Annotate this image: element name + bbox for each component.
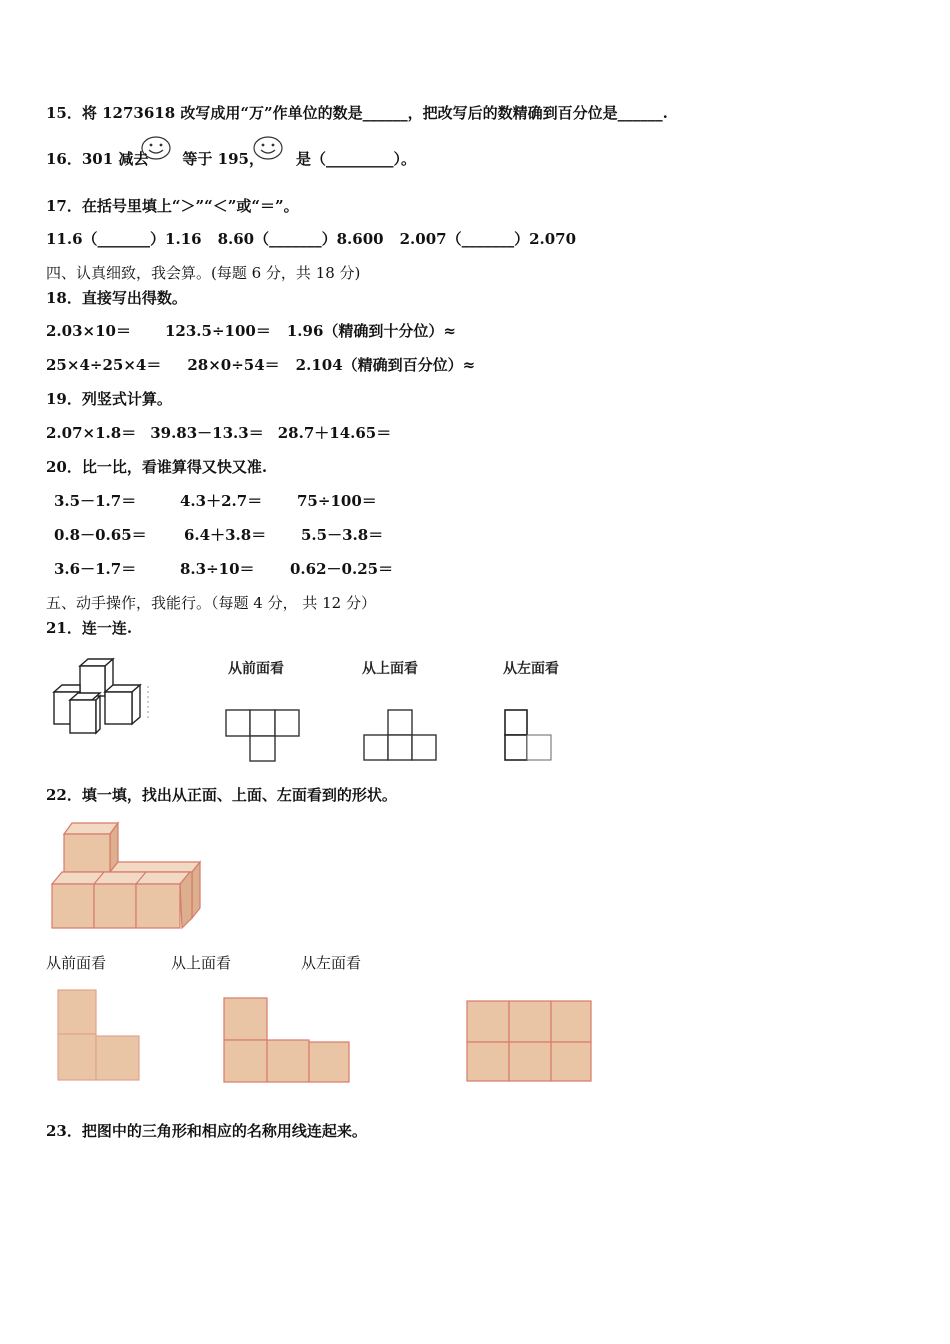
question-19	[46, 389, 172, 409]
question-number: 16．	[46, 150, 82, 168]
question-text: 比一比，看谁算得又快又准.	[81, 458, 268, 476]
question-number: 21．	[46, 619, 82, 637]
calc-item: 2.104（精确到百分位）≈	[295, 356, 476, 374]
calc-item: 25×4÷25×4＝	[46, 356, 162, 374]
section-heading: 四、认真细致，我会算。(每题 6 分，共 18 分)	[46, 264, 361, 282]
compare-row	[46, 229, 576, 249]
view-label-top: 从上面看	[362, 661, 418, 677]
view-label-top: 从上面看	[171, 954, 232, 972]
calc-item: 5.5－3.8＝	[301, 526, 384, 544]
compare-item: 8.60（_______）8.600	[217, 230, 384, 248]
calc-item: 3.6－1.7＝	[54, 560, 137, 578]
calc-item: 8.3÷10＝	[180, 560, 255, 578]
smiley-face-icon	[252, 135, 284, 163]
question-text-part3: 是（_________）。	[295, 150, 416, 168]
question-16	[46, 149, 416, 169]
calc-item: 123.5÷100＝	[164, 322, 271, 340]
view-shape-t	[224, 708, 304, 764]
calc-item: 0.62－0.25＝	[290, 560, 394, 578]
compare-item: 11.6（_______）1.16	[46, 230, 202, 248]
compare-item: 2.007（_______）2.070	[399, 230, 577, 248]
question-text-part1: 301 减去	[81, 150, 149, 168]
question-number: 19．	[46, 390, 82, 408]
question-18	[46, 288, 187, 308]
question-number: 20．	[46, 458, 82, 476]
question-text: 列竖式计算。	[81, 390, 172, 408]
calc-item: 3.5－1.7＝	[54, 492, 137, 510]
question-number: 23．	[46, 1122, 82, 1140]
question-text: 在括号里填上“＞”“＜”或“＝”。	[81, 197, 299, 215]
calc-item: 1.96（精确到十分位）≈	[286, 322, 456, 340]
view-label-front: 从前面看	[228, 661, 284, 677]
cube-stack-figure	[48, 656, 158, 738]
calc-item: 2.03×10＝	[46, 322, 131, 340]
calc-item: 39.83－13.3＝	[150, 424, 264, 442]
calc-row	[46, 355, 475, 375]
calc-item: 75÷100＝	[297, 492, 377, 510]
question-20	[46, 457, 267, 477]
question-text: 将 1273618 改写成用“万”作单位的数是______，把改写后的数精确到百分位是______.	[81, 104, 668, 122]
calc-item: 4.3＋2.7＝	[180, 492, 263, 510]
question-text: 连一连.	[81, 619, 133, 637]
question-17	[46, 196, 299, 216]
smiley-face-icon	[140, 135, 172, 163]
view-shape-inverted-t	[362, 708, 442, 764]
question-text-part2: 等于 195，	[182, 150, 264, 168]
view-shape-l	[503, 708, 559, 764]
question-text: 填一填，找出从正面、上面、左面看到的形状。	[81, 786, 397, 804]
question-number: 22．	[46, 786, 82, 804]
calc-item: 6.4＋3.8＝	[184, 526, 267, 544]
question-number: 18．	[46, 289, 82, 307]
question-number: 15．	[46, 104, 82, 122]
view-label-front: 从前面看	[46, 954, 107, 972]
calc-item: 28×0÷54＝	[187, 356, 280, 374]
question-text: 直接写出得数。	[81, 289, 187, 307]
question-23	[46, 1121, 367, 1141]
colored-view-shape-grid	[465, 999, 597, 1085]
calc-row	[46, 321, 456, 341]
colored-view-shape-l-wide	[222, 996, 354, 1086]
calc-item: 0.8－0.65＝	[54, 526, 147, 544]
view-label-left: 从左面看	[301, 954, 362, 972]
calc-item: 28.7＋14.65＝	[277, 424, 392, 442]
calc-item: 2.07×1.8＝	[46, 424, 137, 442]
question-22	[46, 785, 397, 805]
calc-row	[46, 423, 391, 443]
question-21	[46, 618, 132, 638]
colored-cube-figure	[50, 820, 210, 930]
section-heading: 五、动手操作，我能行。（每题 4 分， 共 12 分）	[46, 594, 376, 612]
question-15	[46, 103, 668, 123]
colored-view-shape-l-small	[56, 988, 144, 1084]
question-number: 17．	[46, 197, 82, 215]
question-text: 把图中的三角形和相应的名称用线连起来。	[81, 1122, 367, 1140]
view-label-left: 从左面看	[503, 661, 559, 677]
